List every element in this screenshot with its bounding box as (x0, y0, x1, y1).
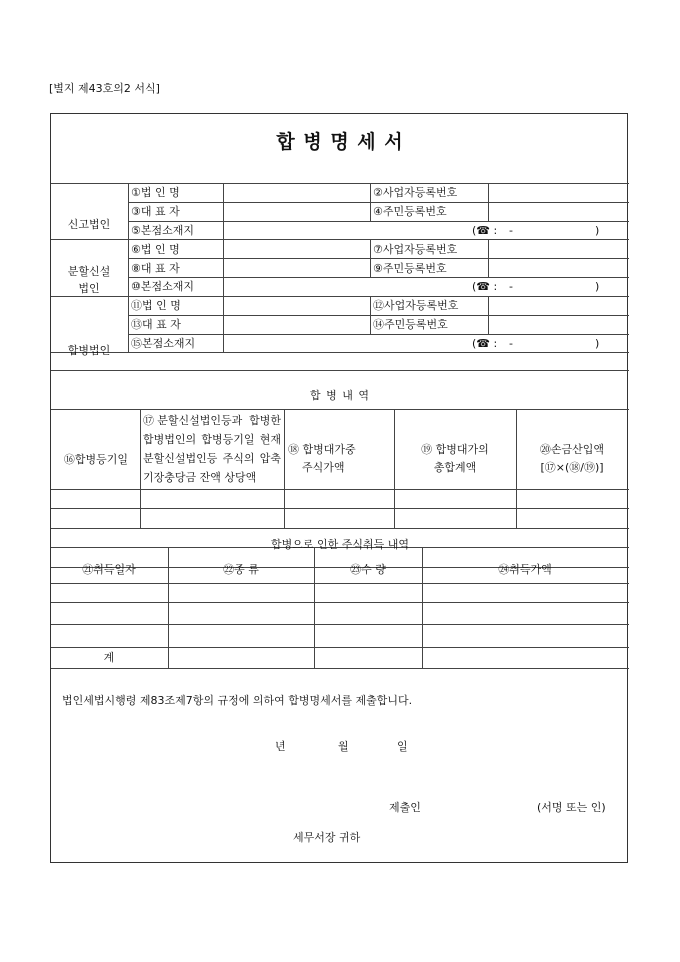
form-title: 합 병 명 세 서 (276, 131, 404, 153)
col-compression-reserve: ⑰분할신설법인등과 합병한 합병법인의 합병등기일 현재 분할신설법인등 주식의 압축기장충당금 잔액 상당액 (143, 414, 281, 484)
col-quantity: ㉓수 량 (350, 563, 386, 576)
phone-close-2: ) (595, 280, 600, 293)
col-total-consideration-line2: 총합계액 (433, 461, 477, 474)
form-number: [별지 제43호의2 서식] (49, 82, 160, 95)
col-deductible-line1: ⑳손금산입액 (539, 443, 605, 456)
label-biz-reg-no-12: ⑫사업자등록번호 (373, 299, 459, 312)
label-rep-3: ③대 표 자 (131, 205, 180, 218)
date-month: 월 (338, 740, 349, 753)
col-total-consideration-line1: ⑲ 합병대가의 (421, 443, 489, 456)
label-corp-name-1: ①법 인 명 (131, 186, 180, 199)
label-hq-15: ⑮본점소재지 (131, 337, 196, 350)
merger-statement-form (50, 113, 628, 863)
label-biz-reg-no-7: ⑦사업자등록번호 (373, 243, 458, 256)
col-merger-reg-date: ⑯합병등기일 (63, 453, 129, 466)
phone-dash-3: - (509, 337, 513, 350)
label-resident-no-4: ④주민등록번호 (373, 205, 447, 218)
group-merged-corp: 합병법인 (67, 344, 111, 357)
merger-section-header: 합 병 내 역 (310, 389, 370, 402)
date-year: 년 (275, 740, 286, 753)
phone-open-3: (☎ : (472, 337, 498, 350)
col-stock-value-line2: 주식가액 (302, 461, 345, 474)
col-acquisition-date: ㉑취득일자 (82, 563, 136, 576)
label-rep-8: ⑧대 표 자 (131, 262, 180, 275)
phone-open-1: (☎ : (472, 224, 498, 237)
col-deductible-line2: [⑰×(⑱/⑲)] (540, 461, 604, 474)
label-hq-10: ⑩본점소재지 (131, 280, 194, 293)
phone-close-3: ) (595, 337, 600, 350)
date-day: 일 (397, 740, 408, 753)
label-corp-name-6: ⑥법 인 명 (131, 243, 180, 256)
phone-open-2: (☎ : (472, 280, 498, 293)
submitter-label: 제출인 (389, 801, 421, 814)
label-rep-13: ⑬대 표 자 (131, 318, 181, 331)
phone-dash-2: - (509, 280, 513, 293)
col-acquisition-price: ㉔취득가액 (498, 563, 552, 576)
submission-statement: 법인세법시행령 제83조제7항의 규정에 의하여 합병명세서를 제출합니다. (62, 694, 413, 707)
col-stock-type: ㉒종 류 (223, 563, 259, 576)
label-biz-reg-no-2: ②사업자등록번호 (373, 186, 458, 199)
label-hq-5: ⑤본점소재지 (131, 224, 194, 237)
label-resident-no-9: ⑨주민등록번호 (373, 262, 447, 275)
phone-dash-1: - (509, 224, 513, 237)
acquisition-section-header: 합병으로 인한 주식취득 내역 (270, 538, 410, 551)
col-stock-value-line1: ⑱ 합병대가중 (288, 443, 356, 456)
label-resident-no-14: ⑭주민등록번호 (373, 318, 448, 331)
group-split-corp-line1: 분할신설 (67, 265, 111, 278)
total-label: 계 (103, 651, 115, 664)
signature-label: (서명 또는 인) (537, 801, 606, 814)
group-reporting-corp: 신고법인 (67, 218, 111, 231)
group-split-corp-line2: 법인 (78, 282, 100, 295)
label-corp-name-11: ⑪법 인 명 (131, 299, 181, 312)
phone-close-1: ) (595, 224, 600, 237)
recipient-label: 세무서장 귀하 (293, 831, 361, 844)
